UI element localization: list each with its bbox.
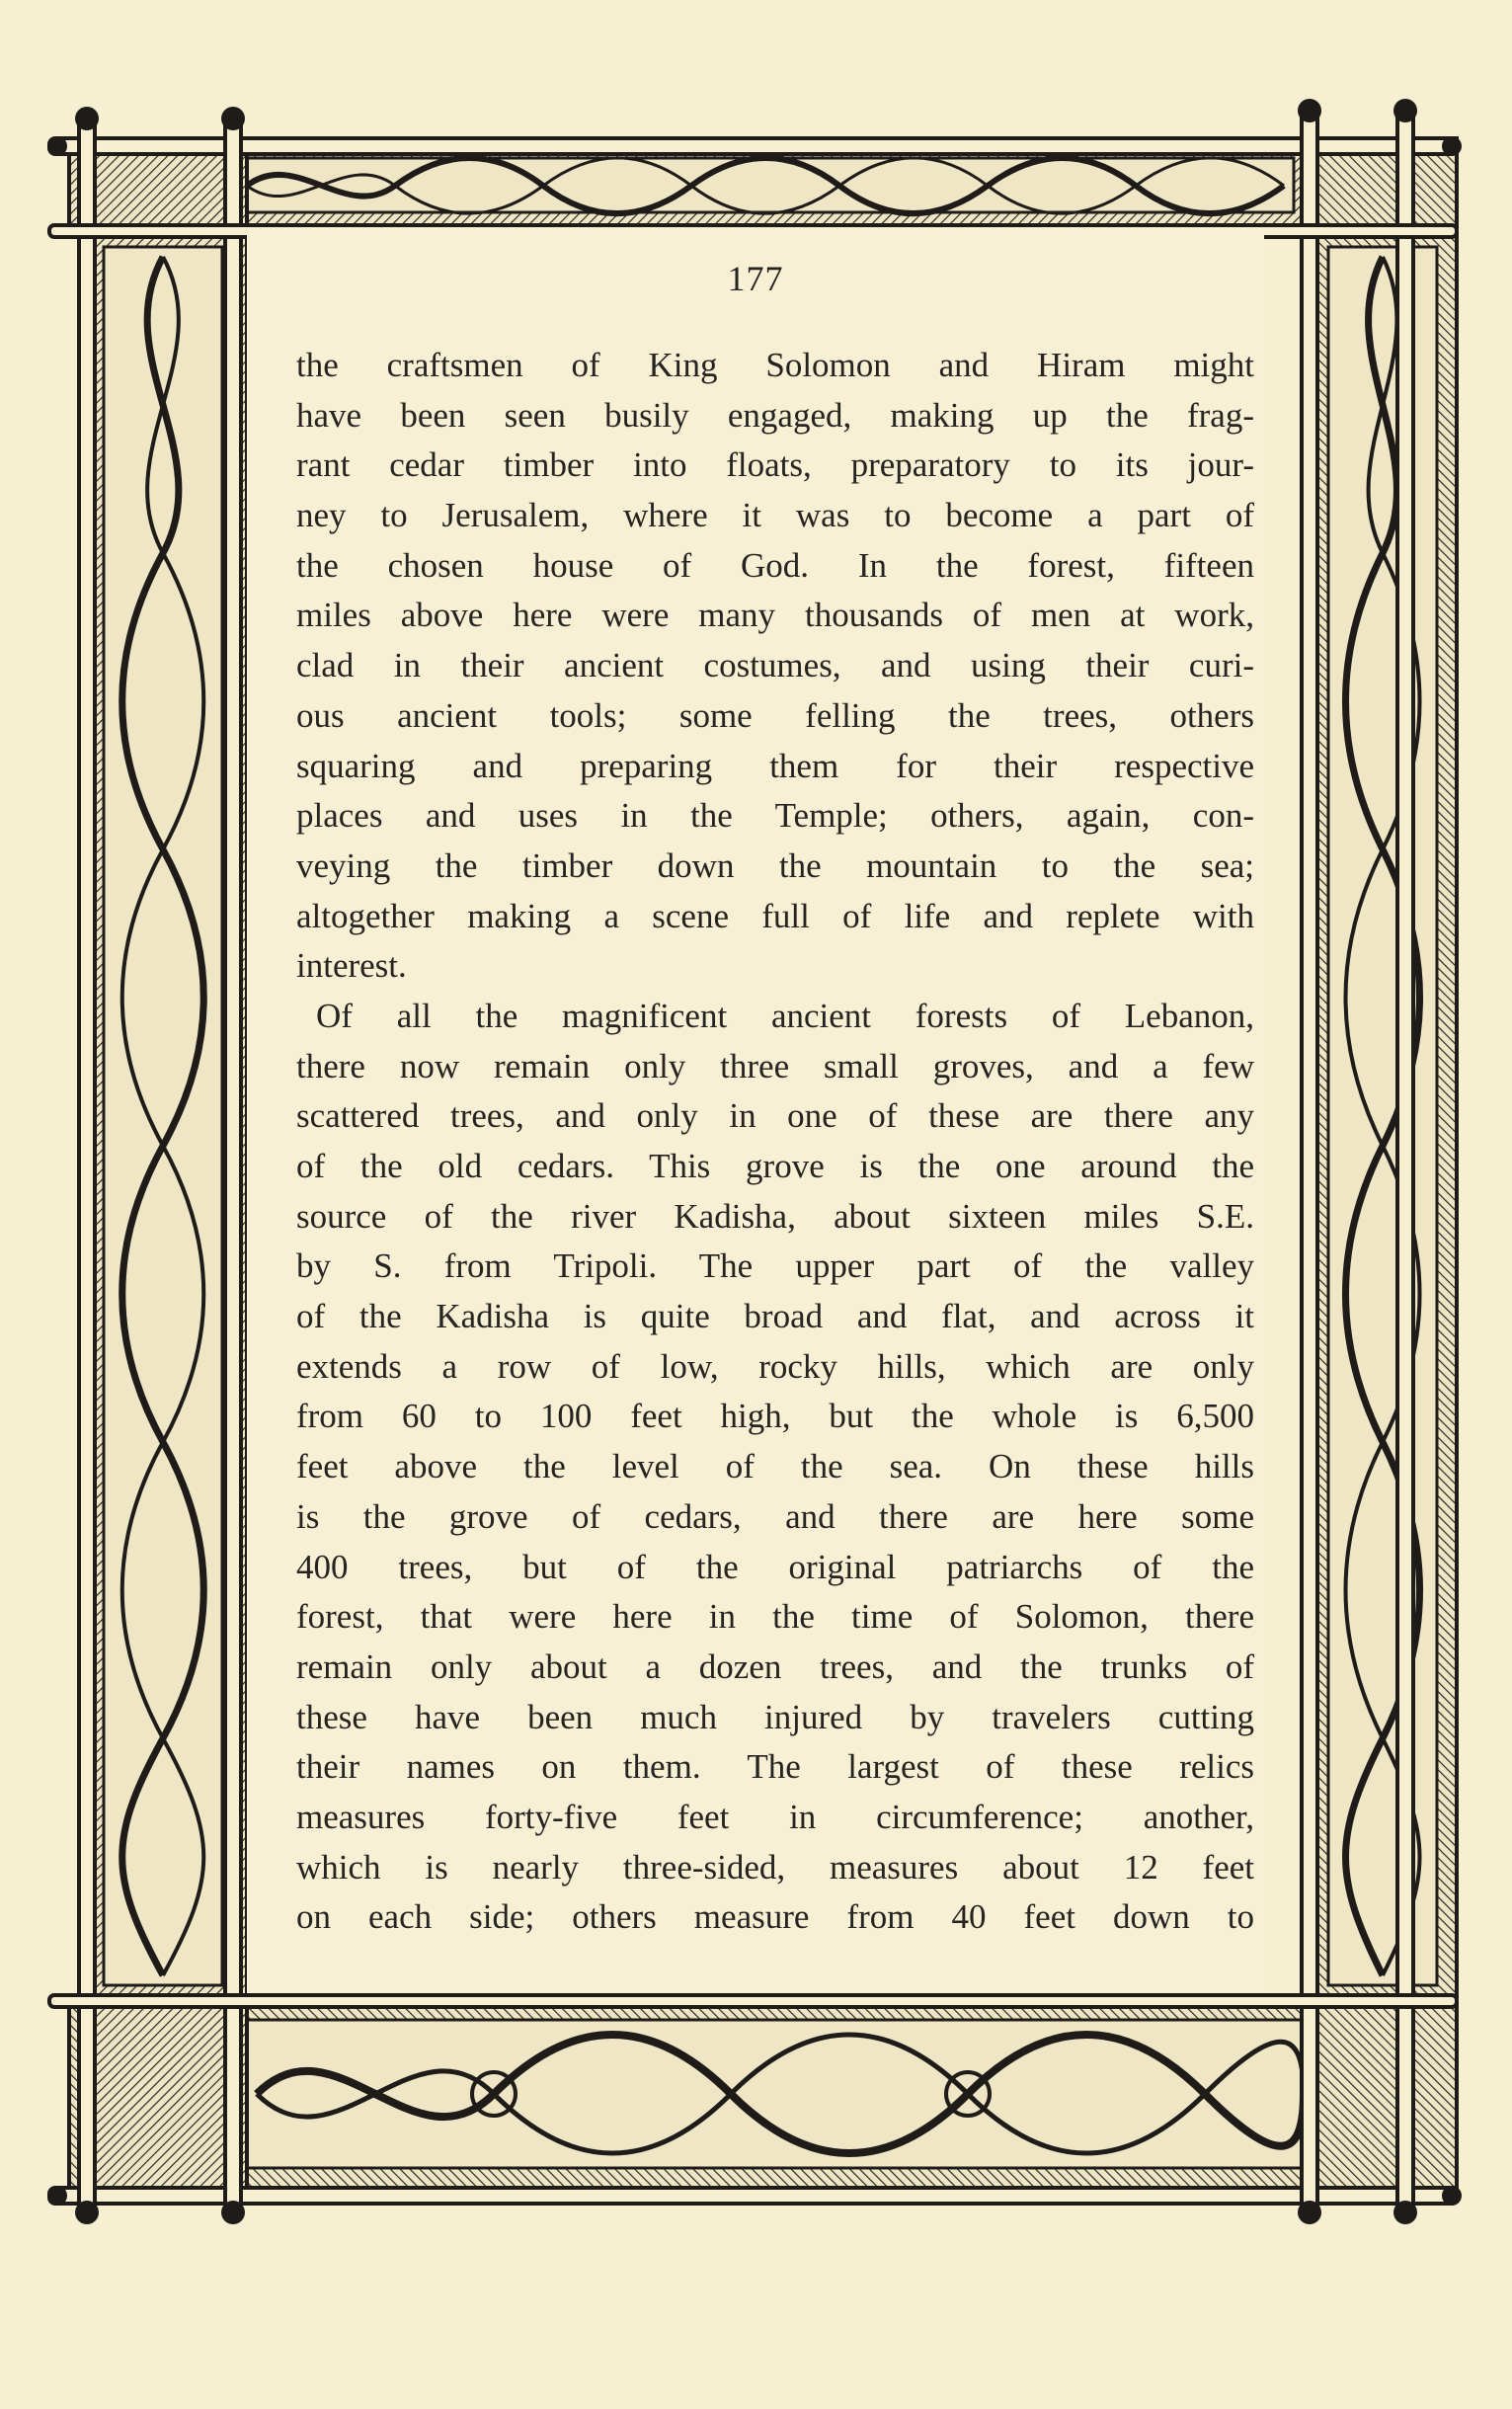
text-line: these have been much injured by travelers cutting bbox=[296, 1697, 1254, 1736]
text-line: of the Kadisha is quite broad and flat, and across it bbox=[296, 1297, 1254, 1336]
page-number: 177 bbox=[727, 259, 784, 298]
text-line: interest. bbox=[296, 946, 407, 986]
text-line: ous ancient tools; some felling the trees, others bbox=[296, 695, 1254, 735]
text-line: Of all the magnificent ancient forests of Lebanon, bbox=[316, 996, 1254, 1035]
text-line: measures forty-five feet in circumference; another, bbox=[296, 1797, 1254, 1836]
text-line: ney to Jerusalem, where it was to become a part of bbox=[296, 496, 1254, 535]
text-line: places and uses in the Temple; others, again, con- bbox=[296, 796, 1254, 836]
text-line: their names on them. The largest of these relics bbox=[296, 1747, 1254, 1787]
text-line: there now remain only three small groves, and a few bbox=[296, 1046, 1254, 1085]
text-line: of the old cedars. This grove is the one around the bbox=[296, 1147, 1254, 1185]
text-line: remain only about a dozen trees, and the trunks of bbox=[296, 1646, 1254, 1686]
text-line: on each side; others measure from 40 feet down to bbox=[296, 1897, 1254, 1937]
text-line: squaring and preparing them for their respective bbox=[296, 746, 1254, 785]
text-line: forest, that were here in the time of Solomon, there bbox=[296, 1597, 1254, 1637]
text-line: the craftsmen of King Solomon and Hiram might bbox=[296, 346, 1254, 384]
border-right bbox=[1309, 138, 1457, 2188]
text-line: veying the timber down the mountain to the sea; bbox=[296, 845, 1254, 885]
text-line: have been seen busily engaged, making up the frag- bbox=[296, 395, 1254, 435]
border-left bbox=[84, 138, 247, 2188]
text-line: the chosen house of God. In the forest, fifteen bbox=[296, 545, 1254, 585]
text-line: 400 trees, but of the original patriarchs of the bbox=[296, 1547, 1254, 1586]
text-line: clad in their ancient costumes, and using their curi- bbox=[296, 646, 1254, 685]
text-line: extends a row of low, rocky hills, which are only bbox=[296, 1346, 1254, 1386]
text-line: scattered trees, and only in one of these are there any bbox=[296, 1096, 1254, 1136]
text-line: from 60 to 100 feet high, but the whole is 6,500 bbox=[296, 1397, 1254, 1436]
text-line: is the grove of cedars, and there are here some bbox=[296, 1496, 1254, 1536]
text-line: by S. from Tripoli. The upper part of the valley bbox=[296, 1246, 1254, 1286]
text-line: which is nearly three-sided, measures about 12 feet bbox=[296, 1847, 1254, 1887]
text-line: altogether making a scene full of life and replete with bbox=[296, 896, 1254, 935]
body-text bbox=[296, 341, 1254, 1943]
border-bottom bbox=[69, 2000, 1452, 2188]
text-line: source of the river Kadisha, about sixteen miles S.E. bbox=[296, 1196, 1254, 1236]
text-line: feet above the level of the sea. On these hills bbox=[296, 1447, 1254, 1486]
text-line: rant cedar timber into floats, preparatory to its jour- bbox=[296, 445, 1254, 485]
text-line: miles above here were many thousands of men at work, bbox=[296, 596, 1254, 635]
